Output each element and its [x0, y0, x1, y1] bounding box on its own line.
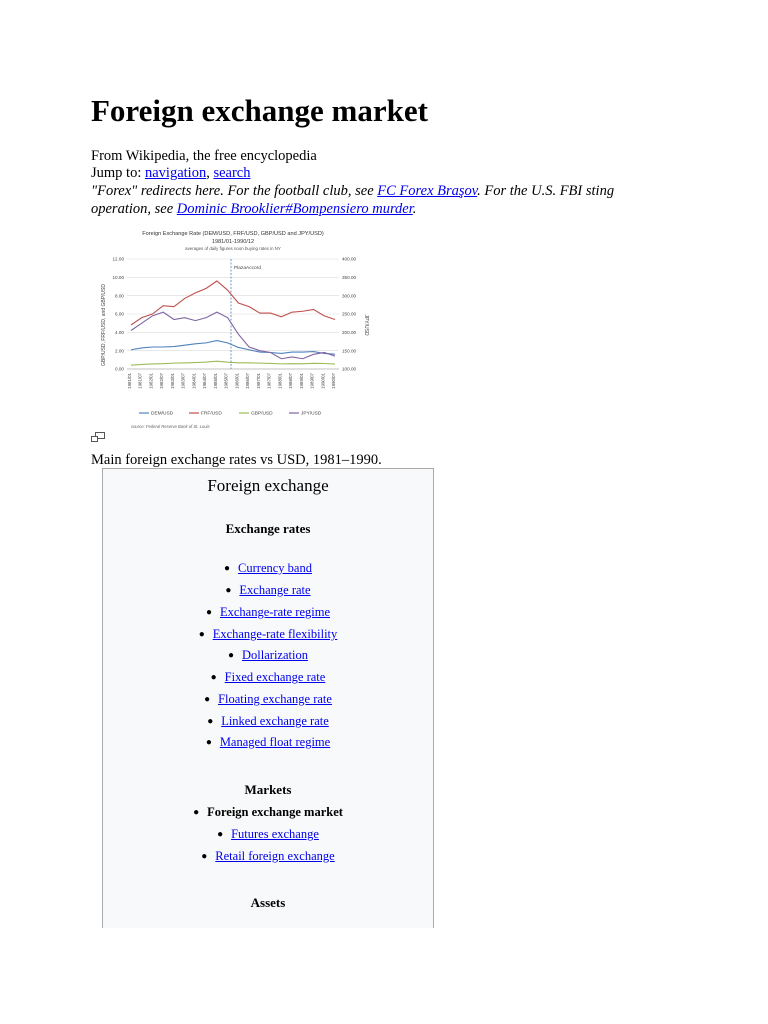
series-line-frf-usd: [131, 281, 335, 325]
foreign-exchange-navbox: [102, 468, 434, 928]
series-line-gbp-usd: [131, 361, 335, 365]
chart-svg: [91, 225, 375, 433]
bullet: ●: [205, 737, 212, 748]
navbox-list-item: [103, 560, 433, 577]
hatnote-text: .: [412, 201, 417, 217]
chart-note: averages of daily figures noon buying rates in NY: [185, 246, 281, 251]
x-tick-label: 1982/01: [148, 373, 154, 389]
dollarization-link[interactable]: Dollarization: [242, 648, 308, 662]
navbox-list-item: [103, 848, 433, 865]
managed-float-regime-link[interactable]: Managed float regime: [219, 735, 331, 749]
foreign-exchange-market-current: Foreign exchange market: [207, 805, 343, 819]
chart-source: source: Federal Reserve Bank of St. Louis: [131, 424, 210, 429]
y-tick-right-label: 100.00: [342, 366, 357, 372]
tagline: From Wikipedia, the free encyclopedia: [91, 148, 317, 164]
magnify-icon[interactable]: [91, 432, 105, 442]
fixed-exchange-rate-link[interactable]: Fixed exchange rate: [224, 670, 326, 684]
chart-subtitle: 1981/01-1990/12: [211, 239, 255, 245]
retail-foreign-exchange-link[interactable]: Retail foreign exchange: [215, 849, 335, 863]
jump-to-line: [91, 164, 250, 182]
bullet: ●: [207, 716, 214, 727]
x-tick-label: 1981/07: [137, 373, 143, 389]
chart-legend: [139, 411, 322, 417]
bullet: ●: [224, 563, 231, 574]
navbox-list-item: [103, 691, 433, 708]
x-tick-label: 1983/01: [169, 373, 175, 389]
legend-label: FRF/USD: [201, 411, 222, 417]
navbox-list-item: [103, 669, 433, 686]
hatnote-text: . For the U.S. FBI sting: [477, 183, 615, 199]
futures-exchange-link[interactable]: Futures exchange: [231, 827, 319, 841]
x-tick-label: 1987/07: [266, 373, 272, 389]
x-tick-label: 1985/01: [212, 373, 218, 389]
y-ticks-right: [342, 257, 356, 372]
x-tick-label: 1981/01: [127, 373, 132, 389]
navbox-list-item: [103, 826, 433, 843]
series-line-dem-usd: [131, 341, 335, 355]
x-tick-label: 1984/01: [191, 373, 197, 389]
x-tick-label: 1985/07: [223, 373, 229, 389]
x-tick-label: 1982/07: [159, 373, 165, 389]
x-tick-label: 1984/07: [202, 373, 208, 389]
y-tick-left-label: 8.00: [115, 293, 124, 299]
linked-exchange-rate-link[interactable]: Linked exchange rate: [221, 714, 329, 728]
exchange-rate-chart[interactable]: [91, 225, 375, 433]
bullet: ●: [198, 629, 205, 640]
x-tick-label: 1989/07: [309, 373, 315, 389]
bullet: ●: [193, 807, 200, 818]
navbox-list-item: [103, 647, 433, 664]
hatnote-text: operation, see: [91, 201, 177, 217]
navbox-list-item: [103, 713, 433, 730]
dominic-brooklier-link[interactable]: Dominic Brooklier#Bompensiero murder: [176, 201, 413, 217]
x-tick-label: 1989/01: [298, 373, 304, 389]
floating-exchange-rate-link[interactable]: Floating exchange rate: [218, 692, 332, 706]
exchange-rate-regime-link[interactable]: Exchange-rate regime: [219, 605, 330, 619]
y-tick-right-label: 300.00: [342, 293, 357, 299]
bullet: ●: [217, 829, 224, 840]
y-tick-right-label: 150.00: [342, 348, 357, 354]
navigation-link[interactable]: navigation: [144, 165, 207, 181]
x-tick-label: 1983/07: [180, 373, 186, 389]
y-tick-right-label: 350.00: [342, 274, 357, 280]
hatnote-text: "Forex" redirects here. For the football club, see: [91, 183, 378, 199]
navbox-list-item: [103, 734, 433, 751]
bullet: ●: [205, 607, 213, 618]
navbox-list-item: [103, 582, 433, 599]
y-tick-right-label: 200.00: [342, 329, 357, 335]
jump-to-label: Jump to:: [91, 165, 145, 181]
x-tick-label: 1990/01: [320, 373, 326, 389]
hatnote-line-2: [91, 200, 416, 218]
y-tick-left-label: 6.00: [115, 311, 124, 317]
exchange-rate-link[interactable]: Exchange rate: [239, 583, 311, 597]
bullet: ●: [225, 585, 232, 596]
bullet: ●: [204, 694, 211, 705]
y-tick-right-label: 250.00: [342, 311, 357, 317]
figure-caption: Main foreign exchange rates vs USD, 1981–1990.: [91, 452, 382, 468]
plaza-accord-label: PlazaAccord: [234, 266, 261, 271]
legend-label: JPY/USD: [301, 411, 322, 417]
y-tick-left-label: 4.00: [115, 329, 124, 335]
y-axis-right-label: JPY/USD: [363, 314, 369, 336]
y-axis-left-label: GBP/USD, FRF/USD, and GBP/USD: [101, 284, 107, 366]
navbox-heading-markets: Markets: [244, 782, 292, 797]
navbox-heading-assets: Assets: [250, 895, 286, 910]
y-tick-left-label: 10.00: [112, 274, 124, 280]
currency-band-link[interactable]: Currency band: [238, 561, 312, 575]
chart-series: [131, 281, 335, 365]
y-ticks-left: [113, 257, 125, 372]
jump-to-separator: ,: [206, 165, 214, 181]
navbox-list-item: [103, 804, 433, 821]
y-tick-left-label: 12.00: [112, 256, 124, 262]
bullet: ●: [228, 650, 235, 661]
chart-title: Foreign Exchange Rate (DEM/USD, FRF/USD, GBP/USD and JPY/USD): [142, 231, 324, 237]
x-ticks: [127, 372, 336, 388]
navbox-title: Foreign exchange: [207, 476, 329, 495]
navbox-list-item: [103, 626, 433, 643]
legend-label: DEM/USD: [151, 411, 174, 417]
x-tick-label: 1986/07: [245, 373, 251, 389]
navbox-list-item: [103, 604, 433, 621]
x-tick-label: 1988/01: [277, 373, 283, 389]
y-tick-right-label: 400.00: [342, 256, 357, 262]
bullet: ●: [201, 851, 208, 862]
y-tick-left-label: 2.00: [115, 348, 124, 354]
search-link[interactable]: search: [213, 165, 251, 181]
legend-label: GBP/USD: [251, 411, 273, 417]
x-tick-label: 1986/01: [234, 373, 240, 389]
x-tick-label: 1987/01: [255, 373, 261, 389]
page-title: Foreign exchange market: [91, 93, 428, 128]
hatnote-line-1: [91, 182, 614, 200]
bullet: ●: [210, 672, 217, 683]
y-tick-left-label: 0.00: [115, 366, 124, 372]
x-tick-label: 1990/07: [331, 373, 336, 389]
navbox-heading-exchange-rates: Exchange rates: [225, 521, 311, 536]
x-tick-label: 1988/07: [288, 373, 294, 389]
exchange-rate-flexibility-link[interactable]: Exchange-rate flexibility: [212, 627, 338, 641]
fc-forex-brasov-link[interactable]: FC Forex Braşov: [377, 183, 478, 199]
